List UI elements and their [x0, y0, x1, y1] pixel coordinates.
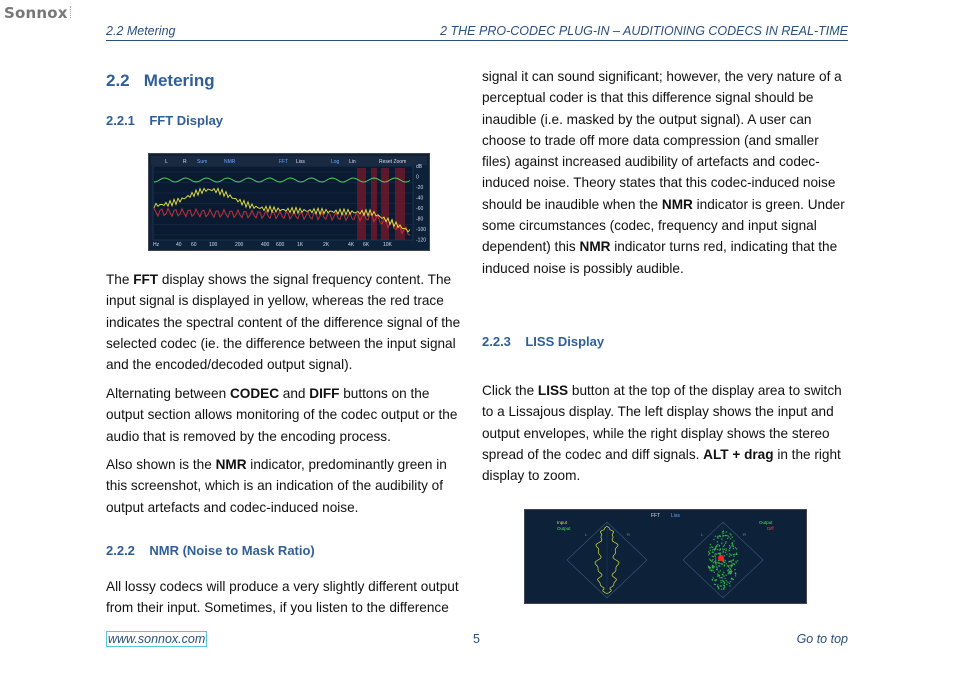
liss-point — [717, 562, 718, 563]
liss-point — [714, 572, 715, 573]
liss-point — [713, 562, 714, 563]
liss-point — [730, 554, 731, 555]
liss-point — [712, 579, 713, 580]
header-rule — [106, 40, 848, 41]
fft-db-label: 0 — [416, 174, 419, 181]
liss-point — [724, 564, 725, 565]
liss-point — [717, 544, 718, 545]
fft-freq-label: 100 — [209, 242, 218, 248]
liss-point — [717, 549, 718, 550]
fft-toolbar-button[interactable]: R — [183, 159, 187, 165]
bold-term: DIFF — [309, 386, 340, 401]
liss-point — [726, 584, 727, 585]
liss-point — [709, 559, 710, 560]
website-link[interactable]: www.sonnox.com — [108, 632, 206, 646]
fft-freq-label: 600 — [276, 242, 285, 248]
liss-point — [716, 553, 717, 554]
fft-heading: 2.2.1 FFT Display — [106, 113, 224, 128]
bold-term: NMR — [215, 457, 247, 472]
liss-point — [721, 543, 722, 544]
liss-point — [735, 561, 736, 562]
liss-axis-label: R — [627, 532, 630, 537]
liss-point — [723, 585, 724, 586]
nmr-paragraph-cont: signal it can sound significant; however, the very nature of a perceptual coder is that this difference signal should be inaudible (i.e. masked by the output signal). A user can choose to trade off more data compression (and smaller files) against increased audibility of artefacts and codec-induced noise. Theory states that this codec-induced noise should be inaudible when the NMR indicator is green. Under some circumstances (codec, frequency and input signal dependent) this NMR indicator turns red, indicating that the induced noise is possibly audible. — [482, 69, 845, 276]
fft-toolbar-button[interactable]: Reset Zoom — [379, 159, 407, 165]
liss-point — [734, 554, 735, 555]
liss-point — [710, 550, 711, 551]
liss-point — [720, 563, 721, 564]
liss-point — [725, 543, 726, 544]
liss-point — [730, 538, 731, 539]
liss-point — [717, 536, 718, 537]
liss-point — [723, 546, 724, 547]
liss-point — [725, 541, 726, 542]
fft-db-label: -100 — [416, 227, 427, 233]
liss-point — [718, 553, 719, 554]
liss-point — [724, 583, 725, 584]
fft-toolbar-button[interactable]: L — [165, 159, 168, 165]
liss-point — [718, 563, 719, 564]
liss-point — [716, 564, 717, 565]
liss-point — [726, 550, 727, 551]
fft-paragraph-1: The FFT display shows the signal frequency content. The input signal is displayed in yellow, whereas the red trace indicates the spectral content of the difference signal of the selected codec (ie. the difference between the input signal and the encoded/decoded output signal). — [106, 272, 461, 373]
liss-point — [717, 569, 718, 570]
liss-point — [716, 545, 717, 546]
liss-point — [714, 584, 715, 585]
liss-point — [709, 566, 710, 567]
header-chapter: 2 THE PRO-CODEC PLUG-IN – AUDITIONING CODECS IN REAL-TIME — [440, 24, 848, 38]
nmr-band — [381, 168, 389, 240]
liss-point — [728, 536, 729, 537]
liss-point — [735, 572, 736, 573]
nmr-band — [357, 168, 366, 240]
liss-point — [712, 565, 713, 566]
liss-point — [727, 570, 728, 571]
liss-diff-blob — [718, 555, 724, 561]
liss-toolbar-button[interactable]: FFT — [651, 513, 661, 519]
liss-point — [722, 531, 723, 532]
liss-point — [715, 558, 716, 559]
liss-point — [728, 550, 729, 551]
liss-point — [731, 565, 732, 566]
liss-point — [736, 562, 737, 563]
liss-point — [730, 569, 731, 570]
fft-toolbar-button[interactable]: Log — [331, 159, 340, 165]
liss-point — [720, 548, 721, 549]
fft-freq-label: 1K — [297, 242, 304, 248]
liss-point — [732, 536, 733, 537]
liss-point — [736, 554, 737, 555]
liss-point — [725, 560, 726, 561]
liss-point — [723, 572, 724, 573]
liss-point — [712, 549, 713, 550]
liss-point — [731, 545, 732, 546]
liss-point — [733, 579, 734, 580]
liss-point — [711, 546, 712, 547]
liss-point — [722, 535, 723, 536]
fft-freq-label: 2K — [323, 242, 330, 248]
liss-point — [711, 570, 712, 571]
liss-point — [717, 586, 718, 587]
bold-term: NMR — [661, 196, 693, 212]
fft-toolbar-button[interactable]: Liss — [296, 159, 305, 165]
sonnox-logo: Sonnox — [4, 4, 68, 22]
liss-point — [729, 585, 730, 586]
liss-point — [715, 559, 716, 560]
liss-point — [727, 582, 728, 583]
liss-point — [724, 544, 725, 545]
fft-db-label: dB — [416, 164, 423, 170]
liss-point — [726, 575, 727, 576]
liss-point — [717, 575, 718, 576]
liss-point — [730, 581, 731, 582]
fft-db-label: -60 — [416, 206, 424, 212]
fft-toolbar-button[interactable]: FFT — [279, 159, 289, 165]
liss-point — [729, 556, 730, 557]
liss-point — [733, 540, 734, 541]
fft-freq-label: 400 — [261, 242, 270, 248]
liss-left-label: Output — [557, 526, 571, 531]
liss-point — [735, 547, 736, 548]
liss-point — [724, 549, 725, 550]
liss-point — [726, 580, 727, 581]
liss-point — [713, 570, 714, 571]
liss-point — [729, 561, 730, 562]
liss-point — [709, 547, 710, 548]
fft-freq-label: 6K — [363, 242, 370, 248]
liss-point — [724, 555, 725, 556]
bold-term: ALT + drag — [703, 446, 774, 462]
liss-point — [729, 565, 730, 566]
liss-point — [725, 535, 726, 536]
liss-point — [731, 563, 732, 564]
liss-point — [726, 554, 727, 555]
liss-point — [722, 574, 723, 575]
liss-point — [710, 570, 711, 571]
liss-point — [733, 563, 734, 564]
liss-right-label: Output — [759, 520, 773, 525]
liss-point — [725, 548, 726, 549]
liss-point — [728, 572, 729, 573]
liss-axis-label: R — [743, 532, 746, 537]
liss-point — [711, 560, 712, 561]
logo-mark — [70, 6, 73, 18]
liss-point — [709, 552, 710, 553]
liss-point — [723, 562, 724, 563]
liss-point — [715, 536, 716, 537]
liss-point — [724, 586, 725, 587]
liss-point — [721, 585, 722, 586]
liss-point — [727, 535, 728, 536]
liss-point — [724, 578, 725, 579]
liss-point — [708, 551, 709, 552]
liss-point — [720, 570, 721, 571]
fft-db-label: -80 — [416, 216, 424, 223]
liss-point — [732, 559, 733, 560]
liss-point — [719, 575, 720, 576]
liss-point — [722, 580, 723, 581]
liss-point — [715, 553, 716, 554]
fft-toolbar-button[interactable]: Lin — [349, 159, 356, 165]
fft-db-label: -40 — [416, 195, 424, 202]
liss-point — [728, 566, 729, 567]
liss-point — [724, 582, 725, 583]
liss-point — [718, 588, 719, 589]
liss-point — [717, 541, 718, 542]
bold-term: CODEC — [229, 386, 280, 401]
liss-display-screenshot — [524, 509, 807, 604]
liss-toolbar-button[interactable]: Liss — [671, 513, 680, 519]
liss-point — [734, 569, 735, 570]
liss-point — [729, 548, 730, 549]
liss-point — [722, 533, 723, 534]
liss-point — [715, 547, 716, 548]
fft-freq-label: 200 — [235, 242, 244, 248]
liss-axis-label: L — [585, 532, 588, 537]
fft-db-label: -120 — [416, 237, 427, 244]
liss-point — [723, 576, 724, 577]
liss-point — [727, 565, 728, 566]
liss-point — [715, 556, 716, 557]
liss-point — [720, 580, 721, 581]
liss-point — [729, 583, 730, 584]
liss-point — [708, 554, 709, 555]
liss-point — [716, 566, 717, 567]
fft-toolbar-button[interactable]: Sum — [197, 159, 208, 165]
liss-point — [730, 534, 731, 535]
liss-point — [721, 589, 722, 590]
fft-display-screenshot — [148, 153, 430, 251]
fft-freq-label: 10K — [383, 242, 392, 248]
bold-term: FFT — [133, 272, 159, 287]
liss-point — [729, 553, 730, 554]
liss-point — [733, 545, 734, 546]
liss-axis-label: L — [701, 532, 704, 537]
footer-link-wrapper — [106, 632, 207, 646]
liss-point — [712, 577, 713, 578]
nmr-paragraph: All lossy codecs will produce a very slightly different output from their input. Sometimes, if you listen to the difference — [106, 579, 459, 616]
liss-paragraph: Click the LISS button at the top of the display area to switch to a Lissajous display. The left display shows the input and output envelopes, while the right display shows the stereo spread of the codec and diff signals. ALT + drag in the right display to zoom. — [482, 383, 842, 484]
liss-point — [712, 556, 713, 557]
liss-point — [714, 566, 715, 567]
liss-point — [710, 560, 711, 561]
liss-point — [723, 589, 724, 590]
liss-point — [714, 561, 715, 562]
liss-point — [733, 548, 734, 549]
liss-point — [730, 547, 731, 548]
liss-point — [717, 584, 718, 585]
liss-point — [721, 538, 722, 539]
liss-point — [715, 580, 716, 581]
liss-point — [735, 575, 736, 576]
liss-point — [737, 560, 738, 561]
fft-toolbar-button[interactable]: NMR — [224, 159, 236, 165]
liss-point — [729, 545, 730, 546]
liss-point — [710, 544, 711, 545]
liss-point — [715, 563, 716, 564]
fft-display — [149, 154, 429, 250]
liss-point — [733, 556, 734, 557]
nmr-heading: 2.2.2 NMR (Noise to Mask Ratio) — [106, 543, 315, 558]
liss-point — [725, 552, 726, 553]
liss-right-label: Diff — [767, 526, 774, 531]
liss-point — [719, 545, 720, 546]
liss-point — [709, 568, 710, 569]
liss-point — [729, 571, 730, 572]
fft-paragraph-3: Also shown is the NMR indicator, predominantly green in this screenshot, which is an indication of the audibility of output artefacts and codec-induced noise. — [106, 457, 447, 515]
liss-point — [731, 566, 732, 567]
liss-point — [731, 578, 732, 579]
fft-paragraph-2: Alternating between CODEC and DIFF buttons on the output section allows monitoring of the codec output or the audio that is removed by the encoding process. — [106, 386, 458, 444]
liss-point — [723, 551, 724, 552]
liss-point — [728, 573, 729, 574]
liss-point — [718, 571, 719, 572]
liss-display — [525, 510, 806, 603]
fft-db-label: -20 — [416, 185, 424, 191]
liss-point — [719, 535, 720, 536]
liss-heading: 2.2.3 LISS Display — [482, 334, 605, 349]
liss-point — [726, 531, 727, 532]
liss-point — [736, 548, 737, 549]
section-title: 2.2 Metering — [106, 71, 215, 90]
liss-point — [720, 582, 721, 583]
liss-point — [721, 577, 722, 578]
header-section: 2.2 Metering — [106, 24, 176, 38]
bold-term: LISS — [537, 383, 569, 398]
liss-point — [712, 552, 713, 553]
fft-freq-label: 40 — [176, 242, 182, 248]
fft-freq-label: Hz — [153, 242, 160, 248]
liss-point — [719, 577, 720, 578]
page-number: 5 — [473, 632, 480, 646]
go-to-top-link[interactable]: Go to top — [796, 632, 848, 646]
fft-freq-label: 60 — [191, 242, 197, 248]
liss-point — [726, 563, 727, 564]
liss-point — [715, 546, 716, 547]
liss-left-label: Input — [557, 520, 568, 525]
liss-point — [712, 567, 713, 568]
bold-term: NMR — [579, 239, 611, 255]
liss-point — [731, 543, 732, 544]
liss-point — [719, 566, 720, 567]
liss-point — [722, 548, 723, 549]
fft-freq-label: 4K — [348, 242, 355, 248]
liss-point — [729, 533, 730, 534]
liss-point — [731, 571, 732, 572]
liss-point — [713, 539, 714, 540]
liss-point — [727, 538, 728, 539]
